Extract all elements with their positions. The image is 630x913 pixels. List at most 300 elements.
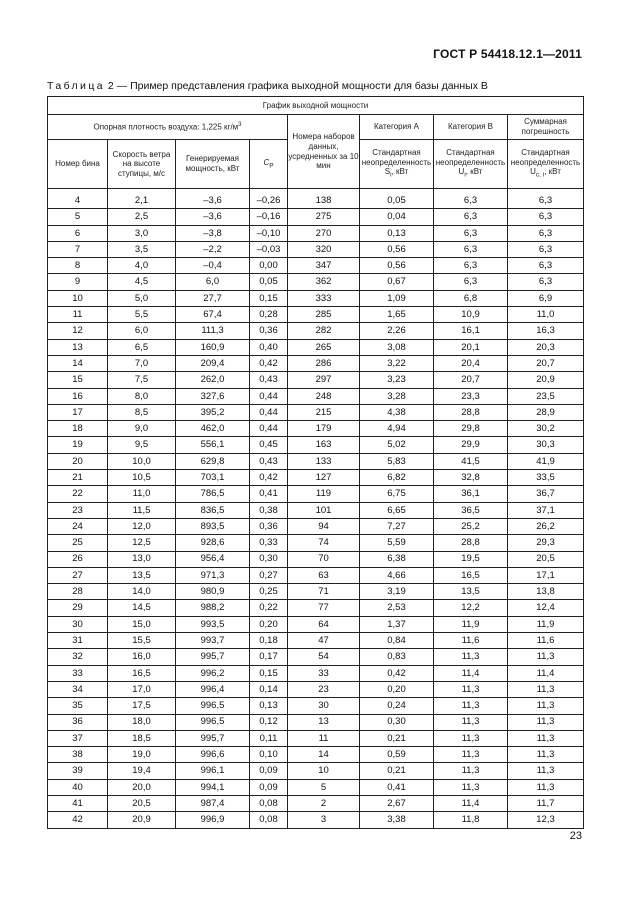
std-unc-a-cell: 4,94 xyxy=(360,421,434,437)
datasets-cell: 275 xyxy=(288,209,360,225)
std-unc-b-cell: 11,3 xyxy=(434,698,508,714)
power-cell: 327,6 xyxy=(176,388,250,404)
std-unc-total-cell: 12,4 xyxy=(508,600,584,616)
cp-cell: –0,03 xyxy=(250,241,288,257)
category-b-subheader: Стандартная неопределенность $U_i$, кВт xyxy=(434,140,508,189)
power-cell: 971,3 xyxy=(176,567,250,583)
power-cell: 27,7 xyxy=(176,290,250,306)
std-unc-total-cell: 11,0 xyxy=(508,307,584,323)
std-unc-total-cell: 11,3 xyxy=(508,730,584,746)
datasets-cell: 63 xyxy=(288,567,360,583)
caption-label: Таблица xyxy=(47,80,105,92)
datasets-cell: 30 xyxy=(288,698,360,714)
datasets-cell: 94 xyxy=(288,518,360,534)
cp-cell: 0,44 xyxy=(250,404,288,420)
std-unc-a-cell: 0,30 xyxy=(360,714,434,730)
table-row xyxy=(48,258,584,274)
power-cell: –3,6 xyxy=(176,189,250,209)
std-unc-b-cell: 11,6 xyxy=(434,633,508,649)
bin-number-cell: 17 xyxy=(48,404,108,420)
power-cell: 996,1 xyxy=(176,763,250,779)
bin-number-cell: 12 xyxy=(48,323,108,339)
std-unc-b-cell: 13,5 xyxy=(434,584,508,600)
std-unc-b-cell: 25,2 xyxy=(434,518,508,534)
total-uncertainty-header: Суммарная погрешность xyxy=(508,115,584,140)
bin-number-cell: 18 xyxy=(48,421,108,437)
bin-number-cell: 23 xyxy=(48,502,108,518)
wind-speed-cell: 17,5 xyxy=(108,698,176,714)
power-cell: 893,5 xyxy=(176,518,250,534)
std-unc-b-cell: 6,3 xyxy=(434,258,508,274)
std-unc-total-cell: 11,9 xyxy=(508,616,584,632)
std-unc-b-cell: 11,8 xyxy=(434,812,508,828)
table-row xyxy=(48,372,584,388)
std-unc-b-cell: 29,9 xyxy=(434,437,508,453)
cp-cell: 0,41 xyxy=(250,486,288,502)
table-row xyxy=(48,323,584,339)
std-unc-b-cell: 20,7 xyxy=(434,372,508,388)
cp-cell: 0,30 xyxy=(250,551,288,567)
std-unc-total-cell: 28,9 xyxy=(508,404,584,420)
table-row xyxy=(48,290,584,306)
wind-speed-cell: 11,0 xyxy=(108,486,176,502)
cp-cell: 0,27 xyxy=(250,567,288,583)
cp-cell: 0,25 xyxy=(250,584,288,600)
std-unc-total-cell: 11,3 xyxy=(508,649,584,665)
table-row xyxy=(48,404,584,420)
std-unc-b-cell: 36,1 xyxy=(434,486,508,502)
cp-cell: 0,36 xyxy=(250,518,288,534)
power-cell: 6,0 xyxy=(176,274,250,290)
table-row xyxy=(48,812,584,828)
std-unc-b-cell: 6,3 xyxy=(434,241,508,257)
bin-number-cell: 22 xyxy=(48,486,108,502)
std-unc-b-cell: 6,3 xyxy=(434,209,508,225)
bin-number-cell: 7 xyxy=(48,241,108,257)
cp-cell: 0,09 xyxy=(250,763,288,779)
cp-cell: 0,43 xyxy=(250,453,288,469)
power-cell: 462,0 xyxy=(176,421,250,437)
cp-cell: 0,11 xyxy=(250,730,288,746)
std-unc-b-cell: 11,3 xyxy=(434,681,508,697)
wind-speed-cell: 8,5 xyxy=(108,404,176,420)
std-unc-a-cell: 3,08 xyxy=(360,339,434,355)
cp-cell: 0,20 xyxy=(250,616,288,632)
std-unc-a-cell: 0,67 xyxy=(360,274,434,290)
power-cell: 996,4 xyxy=(176,681,250,697)
std-unc-total-cell: 37,1 xyxy=(508,502,584,518)
bin-number-cell: 19 xyxy=(48,437,108,453)
power-cell: 556,1 xyxy=(176,437,250,453)
datasets-cell: 77 xyxy=(288,600,360,616)
std-unc-b-cell: 19,5 xyxy=(434,551,508,567)
std-unc-total-cell: 11,3 xyxy=(508,779,584,795)
power-cell: 995,7 xyxy=(176,649,250,665)
table-row xyxy=(48,535,584,551)
std-unc-total-cell: 6,3 xyxy=(508,258,584,274)
std-unc-total-cell: 6,3 xyxy=(508,274,584,290)
table-row xyxy=(48,714,584,730)
std-unc-a-cell: 5,59 xyxy=(360,535,434,551)
std-unc-b-cell: 6,3 xyxy=(434,225,508,241)
bin-number-cell: 24 xyxy=(48,518,108,534)
datasets-cell: 74 xyxy=(288,535,360,551)
datasets-cell: 23 xyxy=(288,681,360,697)
std-unc-a-cell: 0,83 xyxy=(360,649,434,665)
power-cell: 993,7 xyxy=(176,633,250,649)
cp-cell: 0,33 xyxy=(250,535,288,551)
datasets-cell: 14 xyxy=(288,747,360,763)
cp-cell: 0,28 xyxy=(250,307,288,323)
std-unc-a-cell: 0,13 xyxy=(360,225,434,241)
bin-number-cell: 26 xyxy=(48,551,108,567)
std-unc-a-cell: 4,38 xyxy=(360,404,434,420)
std-unc-total-cell: 33,5 xyxy=(508,470,584,486)
power-cell: 786,5 xyxy=(176,486,250,502)
cp-cell: –0,16 xyxy=(250,209,288,225)
datasets-cell: 285 xyxy=(288,307,360,323)
bin-number-cell: 8 xyxy=(48,258,108,274)
table-row xyxy=(48,421,584,437)
std-unc-b-cell: 20,1 xyxy=(434,339,508,355)
power-cell: –2,2 xyxy=(176,241,250,257)
power-cell: 996,2 xyxy=(176,665,250,681)
wind-speed-cell: 3,5 xyxy=(108,241,176,257)
std-unc-total-cell: 11,3 xyxy=(508,747,584,763)
cp-cell: 0,44 xyxy=(250,421,288,437)
datasets-cell: 47 xyxy=(288,633,360,649)
std-unc-total-cell: 20,5 xyxy=(508,551,584,567)
cp-cell: 0,08 xyxy=(250,812,288,828)
std-unc-total-cell: 36,7 xyxy=(508,486,584,502)
bin-number-cell: 31 xyxy=(48,633,108,649)
table-row xyxy=(48,225,584,241)
std-unc-a-cell: 0,21 xyxy=(360,763,434,779)
wind-speed-cell: 15,0 xyxy=(108,616,176,632)
cp-header: $C_P$ xyxy=(250,140,288,189)
std-unc-a-cell: 2,26 xyxy=(360,323,434,339)
table-row xyxy=(48,779,584,795)
wind-speed-cell: 8,0 xyxy=(108,388,176,404)
power-cell: 987,4 xyxy=(176,795,250,811)
table-row xyxy=(48,209,584,225)
bin-number-cell: 39 xyxy=(48,763,108,779)
cp-cell: 0,09 xyxy=(250,779,288,795)
wind-speed-cell: 4,0 xyxy=(108,258,176,274)
wind-speed-cell: 9,5 xyxy=(108,437,176,453)
bin-number-cell: 14 xyxy=(48,355,108,371)
std-unc-total-cell: 26,2 xyxy=(508,518,584,534)
table-row xyxy=(48,551,584,567)
datasets-cell: 64 xyxy=(288,616,360,632)
std-unc-total-cell: 13,8 xyxy=(508,584,584,600)
power-cell: 67,4 xyxy=(176,307,250,323)
std-unc-a-cell: 1,09 xyxy=(360,290,434,306)
bin-number-cell: 35 xyxy=(48,698,108,714)
std-unc-total-cell: 11,7 xyxy=(508,795,584,811)
wind-speed-cell: 4,5 xyxy=(108,274,176,290)
bin-number-header: Номер бина xyxy=(48,140,108,189)
wind-speed-cell: 20,5 xyxy=(108,795,176,811)
wind-speed-cell: 5,5 xyxy=(108,307,176,323)
total-uncertainty-subheader: Стандартная неопределенность $U_{c, i}$, кВт xyxy=(508,140,584,189)
std-unc-b-cell: 11,4 xyxy=(434,795,508,811)
std-unc-b-cell: 11,3 xyxy=(434,763,508,779)
table-body xyxy=(48,189,584,829)
cp-cell: 0,15 xyxy=(250,665,288,681)
bin-number-cell: 37 xyxy=(48,730,108,746)
cp-cell: 0,42 xyxy=(250,470,288,486)
datasets-cell: 10 xyxy=(288,763,360,779)
std-unc-total-cell: 20,3 xyxy=(508,339,584,355)
std-unc-a-cell: 5,02 xyxy=(360,437,434,453)
wind-speed-cell: 18,0 xyxy=(108,714,176,730)
wind-speed-cell: 14,5 xyxy=(108,600,176,616)
std-unc-b-cell: 23,3 xyxy=(434,388,508,404)
std-unc-a-cell: 7,27 xyxy=(360,518,434,534)
bin-number-cell: 10 xyxy=(48,290,108,306)
std-unc-a-cell: 6,65 xyxy=(360,502,434,518)
power-cell: 209,4 xyxy=(176,355,250,371)
table-row xyxy=(48,518,584,534)
wind-speed-cell: 17,0 xyxy=(108,681,176,697)
std-unc-total-cell: 12,3 xyxy=(508,812,584,828)
std-unc-total-cell: 6,3 xyxy=(508,209,584,225)
table-row xyxy=(48,698,584,714)
cp-cell: 0,40 xyxy=(250,339,288,355)
wind-speed-cell: 3,0 xyxy=(108,225,176,241)
datasets-cell: 119 xyxy=(288,486,360,502)
wind-speed-cell: 10,0 xyxy=(108,453,176,469)
power-cell: 395,2 xyxy=(176,404,250,420)
bin-number-cell: 29 xyxy=(48,600,108,616)
std-unc-a-cell: 0,56 xyxy=(360,258,434,274)
table-row xyxy=(48,633,584,649)
wind-speed-cell: 10,5 xyxy=(108,470,176,486)
datasets-cell: 11 xyxy=(288,730,360,746)
std-unc-b-cell: 12,2 xyxy=(434,600,508,616)
cp-cell: 0,44 xyxy=(250,388,288,404)
wind-speed-cell: 16,0 xyxy=(108,649,176,665)
std-unc-b-cell: 11,3 xyxy=(434,714,508,730)
std-unc-total-cell: 23,5 xyxy=(508,388,584,404)
power-cell: 995,7 xyxy=(176,730,250,746)
table-row xyxy=(48,502,584,518)
std-unc-a-cell: 3,23 xyxy=(360,372,434,388)
cp-cell: 0,10 xyxy=(250,747,288,763)
std-unc-total-cell: 11,4 xyxy=(508,665,584,681)
wind-speed-cell: 16,5 xyxy=(108,665,176,681)
cp-cell: 0,17 xyxy=(250,649,288,665)
bin-number-cell: 6 xyxy=(48,225,108,241)
power-header: Генерируемая мощность, кВт xyxy=(176,140,250,189)
power-cell: 956,4 xyxy=(176,551,250,567)
std-unc-b-cell: 16,1 xyxy=(434,323,508,339)
power-cell: 160,9 xyxy=(176,339,250,355)
std-unc-b-cell: 28,8 xyxy=(434,404,508,420)
datasets-cell: 101 xyxy=(288,502,360,518)
wind-speed-cell: 18,5 xyxy=(108,730,176,746)
datasets-cell: 347 xyxy=(288,258,360,274)
cp-cell: 0,45 xyxy=(250,437,288,453)
power-cell: 262,0 xyxy=(176,372,250,388)
datasets-cell: 179 xyxy=(288,421,360,437)
bin-number-cell: 28 xyxy=(48,584,108,600)
table-row xyxy=(48,567,584,583)
datasets-cell: 286 xyxy=(288,355,360,371)
std-unc-total-cell: 11,6 xyxy=(508,633,584,649)
cp-cell: –0,26 xyxy=(250,189,288,209)
standard-number: ГОСТ Р 54418.12.1—2011 xyxy=(433,47,582,61)
table-row xyxy=(48,763,584,779)
table-row xyxy=(48,616,584,632)
datasets-cell: 248 xyxy=(288,388,360,404)
bin-number-cell: 42 xyxy=(48,812,108,828)
power-cell: –3,6 xyxy=(176,209,250,225)
power-curve-table xyxy=(47,96,584,829)
bin-number-cell: 30 xyxy=(48,616,108,632)
std-unc-total-cell: 6,3 xyxy=(508,225,584,241)
bin-number-cell: 5 xyxy=(48,209,108,225)
datasets-header: Номера наборов данных, усредненных за 10 мин xyxy=(288,115,360,189)
power-cell: 703,1 xyxy=(176,470,250,486)
wind-speed-cell: 20,9 xyxy=(108,812,176,828)
wind-speed-cell: 15,5 xyxy=(108,633,176,649)
std-unc-a-cell: 1,37 xyxy=(360,616,434,632)
cp-cell: 0,22 xyxy=(250,600,288,616)
datasets-cell: 215 xyxy=(288,404,360,420)
table-row xyxy=(48,584,584,600)
table-row xyxy=(48,355,584,371)
power-cell: 996,5 xyxy=(176,698,250,714)
datasets-cell: 297 xyxy=(288,372,360,388)
std-unc-b-cell: 29,8 xyxy=(434,421,508,437)
bin-number-cell: 25 xyxy=(48,535,108,551)
category-b-header: Категория В xyxy=(434,115,508,140)
bin-number-cell: 27 xyxy=(48,567,108,583)
wind-speed-cell: 6,5 xyxy=(108,339,176,355)
std-unc-b-cell: 20,4 xyxy=(434,355,508,371)
std-unc-a-cell: 2,53 xyxy=(360,600,434,616)
table-row xyxy=(48,437,584,453)
table-row xyxy=(48,453,584,469)
std-unc-a-cell: 3,19 xyxy=(360,584,434,600)
power-cell: –0,4 xyxy=(176,258,250,274)
table-row xyxy=(48,486,584,502)
wind-speed-cell: 2,1 xyxy=(108,189,176,209)
std-unc-b-cell: 16,5 xyxy=(434,567,508,583)
std-unc-total-cell: 17,1 xyxy=(508,567,584,583)
cp-cell: –0,10 xyxy=(250,225,288,241)
std-unc-a-cell: 0,05 xyxy=(360,189,434,209)
table-row xyxy=(48,307,584,323)
bin-number-cell: 36 xyxy=(48,714,108,730)
datasets-cell: 5 xyxy=(288,779,360,795)
std-unc-total-cell: 41,9 xyxy=(508,453,584,469)
std-unc-b-cell: 11,9 xyxy=(434,616,508,632)
table-row xyxy=(48,388,584,404)
table-row xyxy=(48,600,584,616)
power-cell: 996,6 xyxy=(176,747,250,763)
wind-speed-cell: 5,0 xyxy=(108,290,176,306)
bin-number-cell: 40 xyxy=(48,779,108,795)
page-number: 23 xyxy=(569,830,582,842)
cp-cell: 0,38 xyxy=(250,502,288,518)
bin-number-cell: 9 xyxy=(48,274,108,290)
std-unc-b-cell: 41,5 xyxy=(434,453,508,469)
std-unc-a-cell: 6,75 xyxy=(360,486,434,502)
std-unc-a-cell: 6,82 xyxy=(360,470,434,486)
wind-speed-cell: 9,0 xyxy=(108,421,176,437)
bin-number-cell: 11 xyxy=(48,307,108,323)
std-unc-total-cell: 11,3 xyxy=(508,763,584,779)
air-density-header: Опорная плотность воздуха: 1,225 $кг/м^3$ xyxy=(48,115,288,140)
datasets-cell: 163 xyxy=(288,437,360,453)
std-unc-a-cell: 3,22 xyxy=(360,355,434,371)
wind-speed-cell: 19,0 xyxy=(108,747,176,763)
datasets-cell: 54 xyxy=(288,649,360,665)
datasets-cell: 282 xyxy=(288,323,360,339)
std-unc-b-cell: 10,9 xyxy=(434,307,508,323)
datasets-cell: 70 xyxy=(288,551,360,567)
table-caption xyxy=(47,80,488,92)
power-cell: 980,9 xyxy=(176,584,250,600)
power-cell: 111,3 xyxy=(176,323,250,339)
table-row xyxy=(48,747,584,763)
wind-speed-header: Скорость ветра на высоте ступицы, м/с xyxy=(108,140,176,189)
std-unc-b-cell: 11,3 xyxy=(434,649,508,665)
std-unc-a-cell: 0,04 xyxy=(360,209,434,225)
std-unc-a-cell: 0,24 xyxy=(360,698,434,714)
std-unc-a-cell: 3,38 xyxy=(360,812,434,828)
bin-number-cell: 21 xyxy=(48,470,108,486)
power-cell: 996,5 xyxy=(176,714,250,730)
category-a-header: Категория А xyxy=(360,115,434,140)
std-unc-total-cell: 30,2 xyxy=(508,421,584,437)
power-cell: 836,5 xyxy=(176,502,250,518)
datasets-cell: 265 xyxy=(288,339,360,355)
std-unc-total-cell: 11,3 xyxy=(508,714,584,730)
bin-number-cell: 20 xyxy=(48,453,108,469)
wind-speed-cell: 13,0 xyxy=(108,551,176,567)
std-unc-total-cell: 11,3 xyxy=(508,698,584,714)
cp-cell: 0,18 xyxy=(250,633,288,649)
std-unc-b-cell: 11,4 xyxy=(434,665,508,681)
power-cell: 993,5 xyxy=(176,616,250,632)
category-a-subheader: Стандартная неопределенность $S_i$, кВт xyxy=(360,140,434,189)
cp-cell: 0,15 xyxy=(250,290,288,306)
std-unc-b-cell: 11,3 xyxy=(434,730,508,746)
std-unc-a-cell: 1,65 xyxy=(360,307,434,323)
wind-speed-cell: 20,0 xyxy=(108,779,176,795)
std-unc-total-cell: 16,3 xyxy=(508,323,584,339)
std-unc-b-cell: 6,3 xyxy=(434,189,508,209)
std-unc-b-cell: 11,3 xyxy=(434,779,508,795)
cp-cell: 0,00 xyxy=(250,258,288,274)
std-unc-a-cell: 3,28 xyxy=(360,388,434,404)
table-row xyxy=(48,730,584,746)
std-unc-a-cell: 0,21 xyxy=(360,730,434,746)
datasets-cell: 362 xyxy=(288,274,360,290)
datasets-cell: 133 xyxy=(288,453,360,469)
cp-cell: 0,12 xyxy=(250,714,288,730)
wind-speed-cell: 14,0 xyxy=(108,584,176,600)
table-row xyxy=(48,649,584,665)
std-unc-total-cell: 6,3 xyxy=(508,241,584,257)
std-unc-b-cell: 6,3 xyxy=(434,274,508,290)
wind-speed-cell: 11,5 xyxy=(108,502,176,518)
datasets-cell: 333 xyxy=(288,290,360,306)
